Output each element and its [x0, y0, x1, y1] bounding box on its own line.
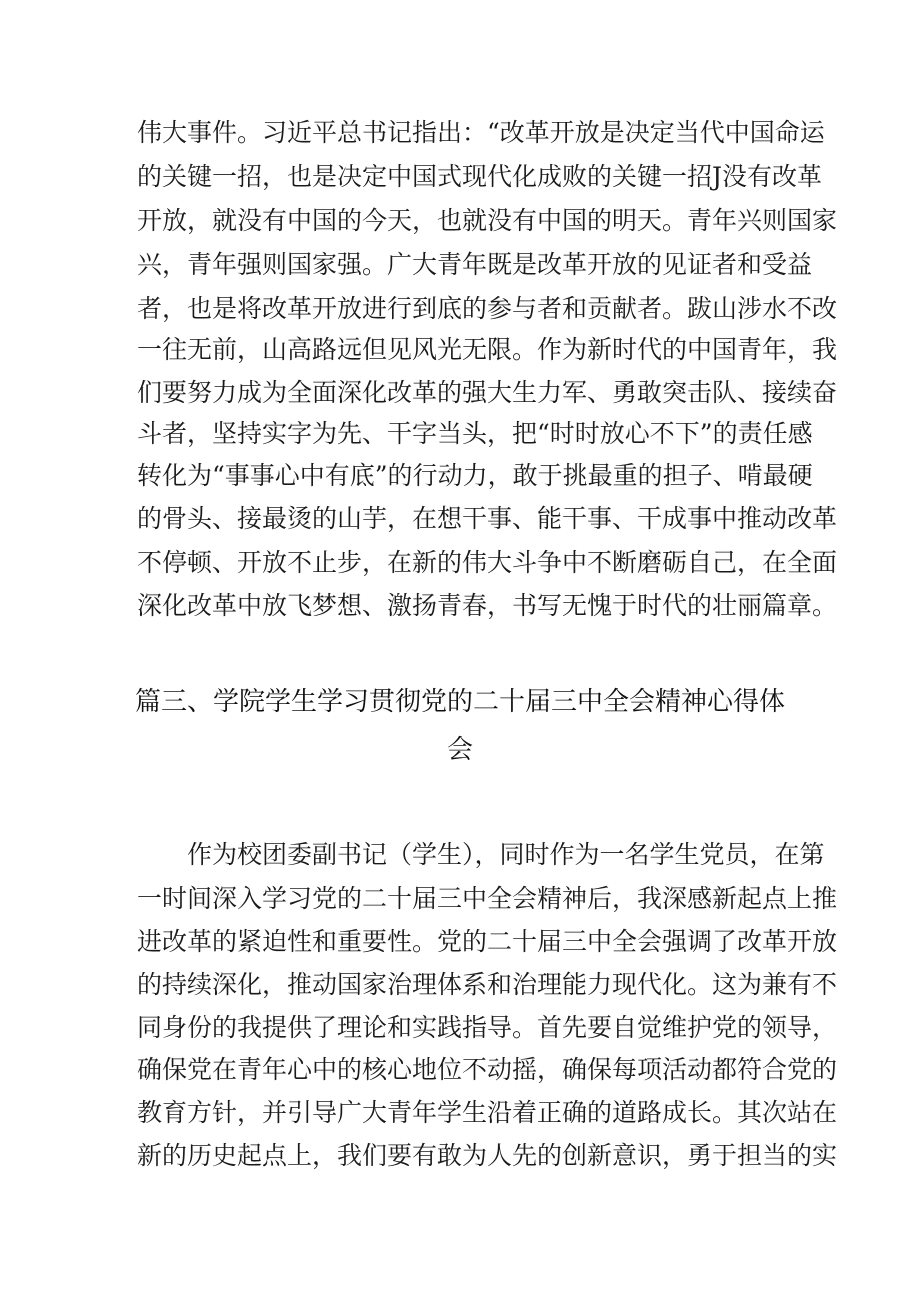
paragraph-line: 的关键一招，也是决定中国式现代化成败的关键一招J没有改革: [137, 162, 823, 191]
paragraph-line: 斗者，坚持实字为先、干字当头，把“时时放心不下”的责任感: [137, 419, 813, 448]
paragraph-line: 伟大事件。习近平总书记指出：“改革开放是决定当代中国命运: [137, 118, 825, 147]
paragraph-line: 开放，就没有中国的今天，也就没有中国的明天。青年兴则国家: [137, 206, 838, 235]
paragraph-line: 新的历史起点上，我们要有敢为人先的创新意识，勇于担当的实: [137, 1141, 838, 1170]
paragraph-line: 一时间深入学习党的二十届三中全会精神后，我深感新起点上推: [137, 884, 838, 913]
section-title: 篇三、学院学生学习贯彻党的二十届三中全会精神心得体: [134, 687, 785, 717]
paragraph-line: 者，也是将改革开放进行到底的参与者和贡献者。跋山涉水不改: [137, 294, 838, 323]
paragraph-line: 兴，青年强则国家强。广大青年既是改革开放的见证者和受益: [137, 250, 813, 279]
paragraph-line: 的持续深化，推动国家治理体系和治理能力现代化。这为兼有不: [137, 970, 838, 999]
paragraph-line: 转化为“事事心中有底”的行动力，敢于挑最重的担子、啃最硬: [137, 461, 813, 490]
paragraph-line: 同身份的我提供了理论和实践指导。首先要自觉维护党的领导，: [137, 1013, 838, 1042]
paragraph-line: 的骨头、接最烫的山芋，在想干事、能干事、干成事中推动改革: [137, 504, 838, 533]
paragraph-line: 不停顿、开放不止步，在新的伟大斗争中不断磨砺自己，在全面: [137, 548, 838, 577]
paragraph-line: 一往无前，山高路远但见风光无限。作为新时代的中国青年，我: [137, 335, 838, 364]
paragraph-line: 确保党在青年心中的核心地位不动摇，确保每项活动都符合党的: [137, 1055, 838, 1084]
paragraph-line: 教育方针，并引导广大青年学生沿着正确的道路成长。其次站在: [137, 1098, 838, 1127]
paragraph-line: 们要努力成为全面深化改革的强大生力军、勇敢突击队、接续奋: [137, 378, 838, 407]
paragraph-line: 作为校团委副书记（学生），同时作为一名学生党员，在第: [187, 840, 825, 869]
paragraph-line: 进改革的紧迫性和重要性。党的二十届三中全会强调了改革开放: [137, 927, 838, 956]
section-title-continuation: 会: [446, 735, 473, 765]
paragraph-line: 深化改革中放飞梦想、激扬青春，书写无愧于时代的壮丽篇章。: [137, 591, 838, 620]
